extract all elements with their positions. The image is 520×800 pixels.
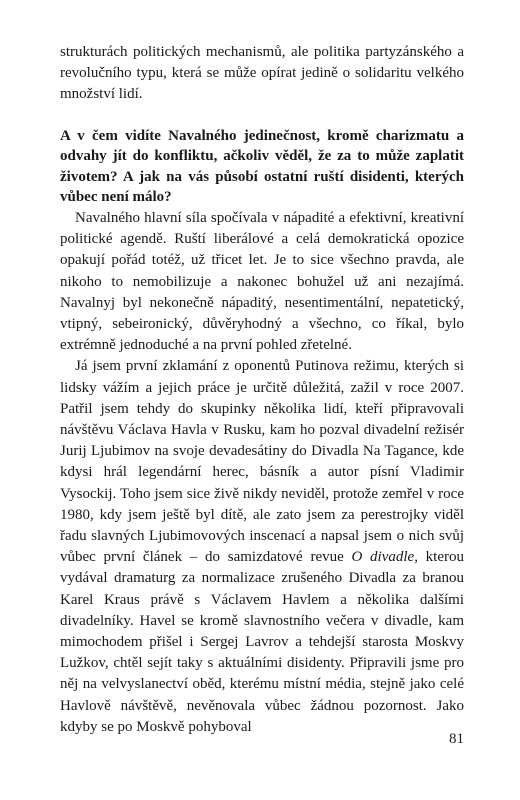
page-number: 81 <box>449 731 464 747</box>
continuation-paragraph: strukturách politických mechanismů, ale politika partyzánského a revolučního typu, která se může opírat jedině o solidaritu velkého množství lidí. <box>60 44 464 103</box>
answer-paragraph-1: Navalného hlavní síla spočívala v nápadité a efektivní, kreativní politické agendě. Ruští liberálové a celá demokratická opozice opakují pořád totéž, už třicet let. Je to sice všechno pravda, ale nikoho to nemobilizuje a nakonec bohužel už ani nezajímá. Navalnyj byl nekonečně nápaditý, nesentimentální, nepatetický, vtipný, sebeironický, důvěryhodný a všechno, co říkal, bylo extrémně jednoduché a na první pohled zřetelné. <box>60 209 464 354</box>
book-page-text <box>60 42 464 738</box>
interview-question: A v čem vidíte Navalného jedinečnost, kromě charizmatu a odvahy jít do konfliktu, ačkoliv věděl, že za to může zaplatit životem? A jak na vás působí ostatní ruští disidenti, kterých vůbec není málo? <box>60 127 464 206</box>
answer-paragraph-2 <box>60 356 464 738</box>
answer-paragraph-2-text-end: , kterou vydával dramaturg za normalizace zrušeného Divadla za branou Karel Kraus právě s Václavem Havlem a několika dalšími divadelníky. Havel se kromě slavnostního večera v divadle, kam mimochodem přišel i Sergej Lavrov a tehdejší starosta Moskvy Lužkov, chtěl sejít taky s aktuálními disidenty. Připravili jsme pro něj na velvyslanectví oběd, kterému místní média, stejně jako celé Havlově návštěvě, nevěnovala vůbec žádnou pozornost. Jako kdyby se po Moskvě pohyboval <box>60 549 464 735</box>
periodical-title: O divadle <box>351 549 415 566</box>
answer-paragraph-2-text-start: Já jsem první zklamání z oponentů Putinova režimu, kterých si lidsky vážím a jejich práce je určitě důležitá, zažil v roce 2007. Patřil jsem tehdy do skupinky několika lidí, kteří připravovali návštěvu Václava Havla v Rusku, kam ho pozval divadelní režisér Jurij Ljubimov na svoje devadesátiny do Divadla Na Tagance, kde kdysi hrál legendární herec, básník a autor písní Vladimir Vysockij. Toho jsem sice živě nikdy neviděl, protože zemřel v roce 1980, kdy jsem ještě byl dítě, ale zato jsem za perestrojky viděl řadu slavných Ljubimovových inscenací a napsal jsem o nich svůj vůbec první článek – do samizdatové revue <box>60 358 464 566</box>
